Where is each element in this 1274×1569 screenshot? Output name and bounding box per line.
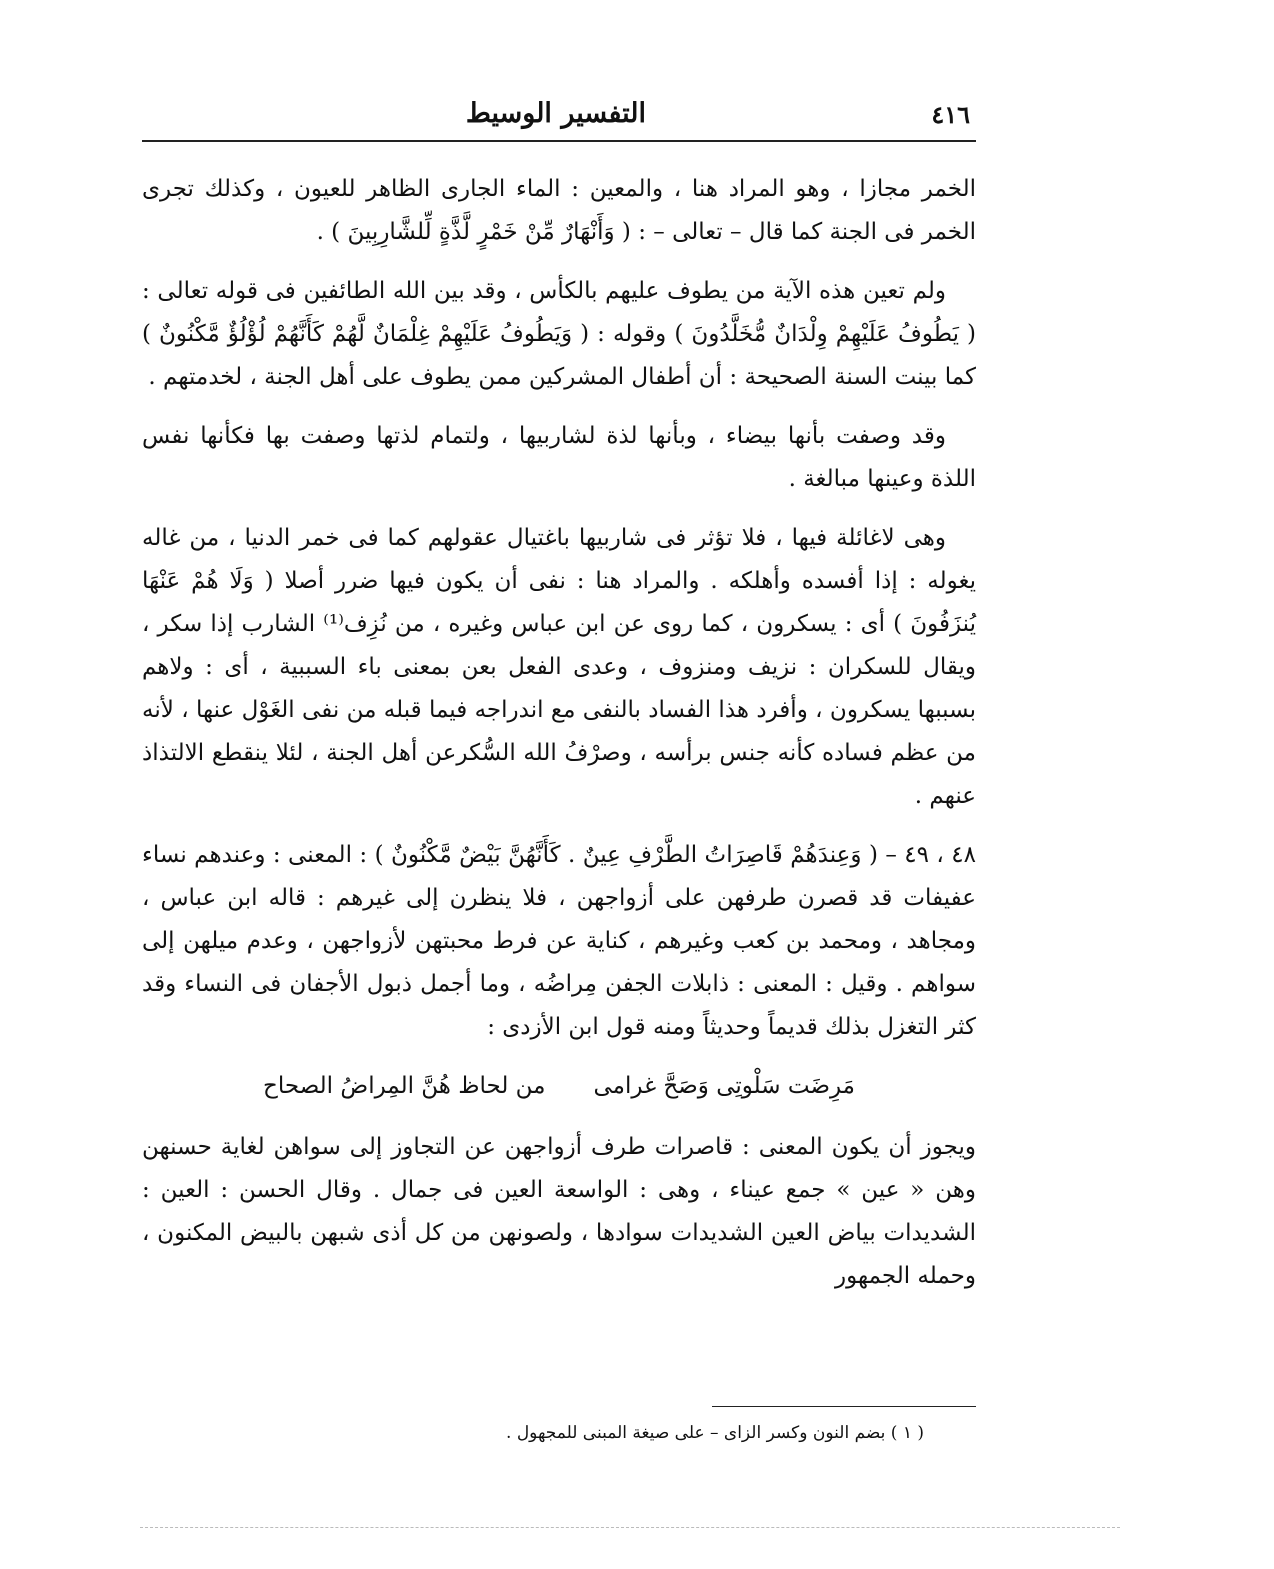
paragraph-3: وقد وصفت بأنها بيضاء ، وبأنها لذة لشاربيها ، ولتمام لذتها وصفت بها فكأنها نفس اللذة وعينها مبالغة .: [142, 423, 976, 492]
verse-second-hemistich: من لحاظ هُنَّ المِراضُ الصحاح: [263, 1073, 546, 1099]
paragraph-1: الخمر مجازا ، وهو المراد هنا ، والمعين : الماء الجارى الظاهر للعيون ، وكذلك تجرى الخمر فى الجنة كما قال – تعالى – : ( وَأَنْهَارٌ مِّنْ خَمْرٍ لَّذَّةٍ لِّلشَّارِبِينَ ) .: [142, 176, 976, 245]
paragraph-4: وهى لاغائلة فيها ، فلا تؤثر فى شاربيها باغتيال عقولهم كما فى خمر الدنيا ، من غاله يغوله : إذا أفسده وأهلكه . والمراد هنا : نفى أن يكون فيها ضرر أصلا ( وَلَا هُمْ عَنْهَا يُنزَفُونَ ) أى : يسكرون ، كما روى عن ابن عباس وغيره ، من نُزِف⁽¹⁾ الشارب إذا سكر ، ويقال للسكران : نزيف ومنزوف ، وعدى الفعل بعن بمعنى باء السببية ، أى : ولاهم بسببها يسكرون ، وأفرد هذا الفساد بالنفى مع اندراجه فيما قبله من نفى الغَوْل عنها ، لأنه من عظم فساده كأنه جنس برأسه ، وصرْفُ الله السُّكرعن أهل الجنة ، لئلا ينقطع الالتذاذ عنهم .: [142, 525, 977, 809]
footnote-divider: [712, 1406, 976, 1407]
footnote: ( ١ ) بضم النون وكسر الزاى – على صيغة المبنى للمجهول .: [506, 1423, 924, 1443]
page-header: [142, 96, 976, 142]
page-bottom-edge: [140, 1527, 1120, 1528]
page-number: ٤١٦: [931, 100, 970, 129]
poetry-verse: [142, 1065, 976, 1108]
paragraph-5: ٤٨ ، ٤٩ – ( وَعِندَهُمْ قَاصِرَاتُ الطَّرْفِ عِينٌ . كَأَنَّهُنَّ بَيْضٌ مَّكْنُونٌ ) : المعنى : وعندهم نساء عفيفات قد قصرن طرفهن على أزواجهن ، فلا ينظرن إلى غيرهم : قاله ابن عباس ، ومجاهد ، ومحمد بن كعب وغيرهم ، كناية عن فرط محبتهن لأزواجهن ، وعدم ميلهن إلى سواهم . وقيل : المعنى : ذابلات الجفن مِراضُه ، وما أجمل ذبول الأجفان فى النساء وقد كثر التغزل بذلك قديماً وحديثاً ومنه قول ابن الأزدى :: [142, 842, 976, 1040]
paragraph-6: ويجوز أن يكون المعنى : قاصرات طرف أزواجهن عن التجاوز إلى سواهن لغاية حسنهن وهن « عين » جمع عيناء ، وهى : الواسعة العين فى جمال . وقال الحسن : العين : الشديدات بياض العين الشديدات سوادها ، ولصونهن من كل أذى شبهن بالبيض المكنون ، وحمله الجمهور: [142, 1134, 976, 1289]
verse-first-hemistich: مَرِضَت سَلْوتِى وَصَحَّ غرامى: [593, 1073, 855, 1099]
running-title: التفسير الوسيط: [465, 98, 646, 129]
paragraph-2: ولم تعين هذه الآية من يطوف عليهم بالكأس ، وقد بين الله الطائفين فى قوله تعالى : ( يَطُوفُ عَلَيْهِمْ وِلْدَانٌ مُّخَلَّدُونَ ) وقوله : ( وَيَطُوفُ عَلَيْهِمْ غِلْمَانٌ لَّهُمْ كَأَنَّهُمْ لُؤْلُؤٌ مَّكْنُونٌ ) كما بينت السنة الصحيحة : أن أطفال المشركين ممن يطوف على أهل الجنة ، لخدمتهم .: [142, 278, 976, 390]
page-body: [142, 168, 976, 1314]
